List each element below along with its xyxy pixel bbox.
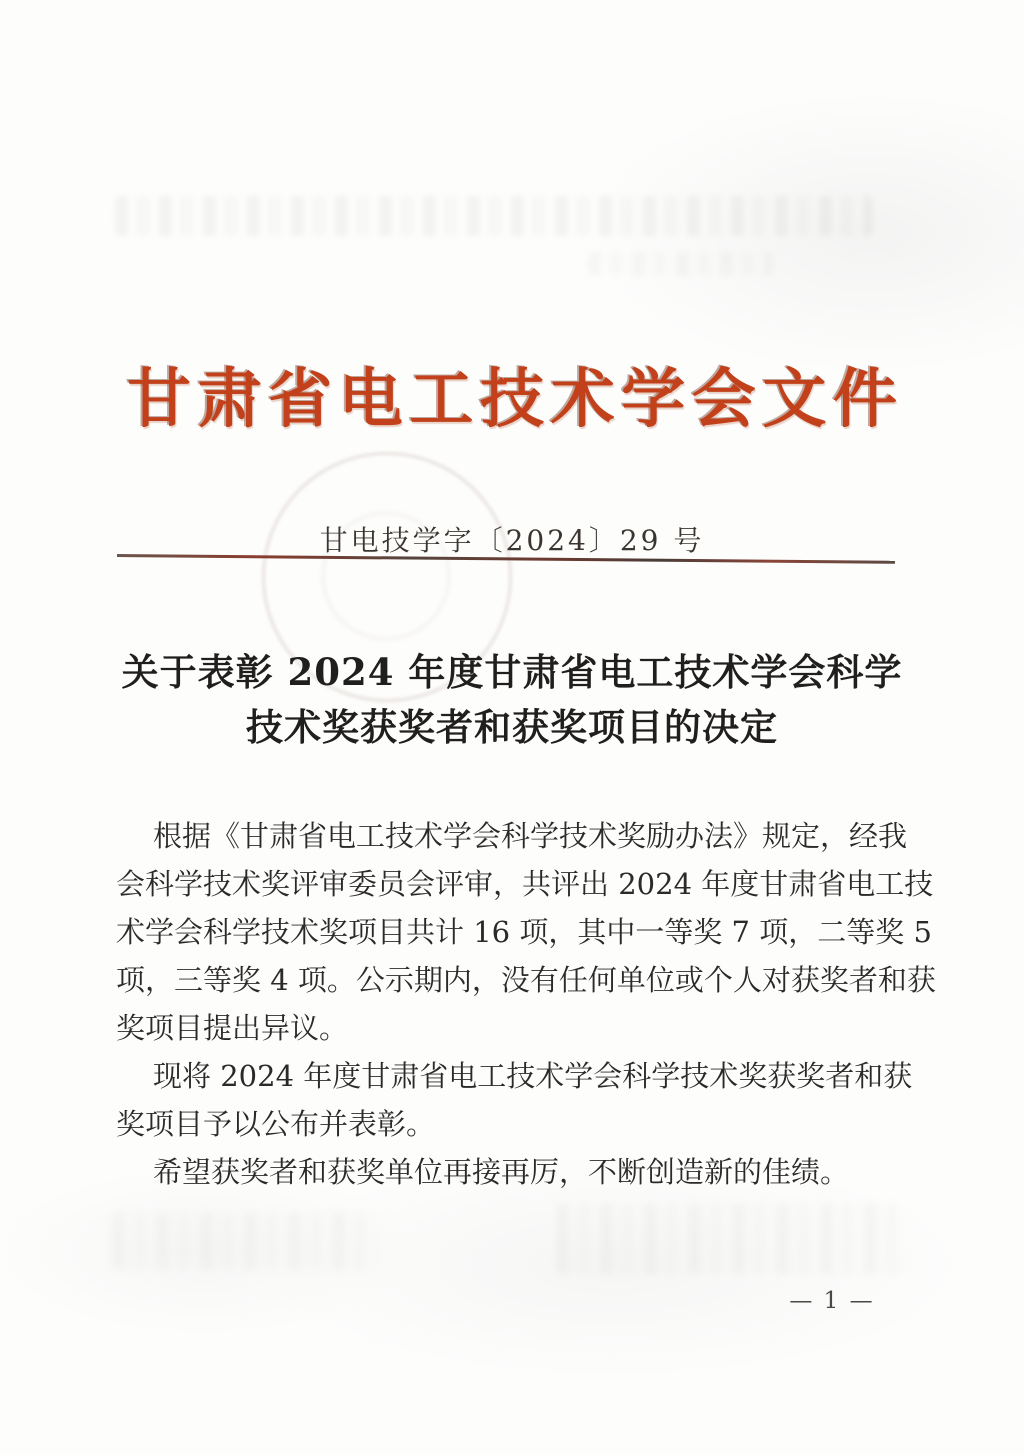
bleed-through-text-top-secondary <box>588 252 773 276</box>
document-title <box>0 645 1024 755</box>
bleed-through-text-bottom-right <box>556 1203 906 1275</box>
document-reference-number: 甘电技学字〔2024〕29 号 <box>319 524 705 557</box>
body-line: 奖项目提出异议。 <box>116 1011 349 1045</box>
document-body <box>116 812 936 1196</box>
body-line: 根据《甘肃省电工技术学会科学技术奖励办法》规定，经我 <box>153 819 908 853</box>
document-title-line-1: 关于表彰 2024 年度甘肃省电工技术学会科学 <box>121 650 903 694</box>
bleed-through-text-bottom-left <box>112 1212 377 1270</box>
body-line: 现将 2024 年度甘肃省电工技术学会科学技术奖获奖者和获 <box>153 1059 913 1093</box>
page-number: — 1 — <box>789 1288 875 1314</box>
letterhead-org-title: 甘肃省电工技术学会文件 <box>127 362 897 437</box>
body-line: 希望获奖者和获奖单位再接再厉，不断创造新的佳绩。 <box>153 1155 850 1189</box>
body-line: 术学会科学技术奖项目共计 16 项，其中一等奖 7 项，二等奖 5 <box>116 915 932 949</box>
body-line: 会科学技术奖评审委员会评审，共评出 2024 年度甘肃省电工技 <box>116 867 934 901</box>
body-line: 项，三等奖 4 项。公示期内，没有任何单位或个人对获奖者和获 <box>116 963 936 997</box>
body-line: 奖项目予以公布并表彰。 <box>116 1107 436 1141</box>
document-title-line-2: 技术奖获奖者和获奖项目的决定 <box>246 705 778 749</box>
bleed-through-text-top <box>115 196 873 236</box>
